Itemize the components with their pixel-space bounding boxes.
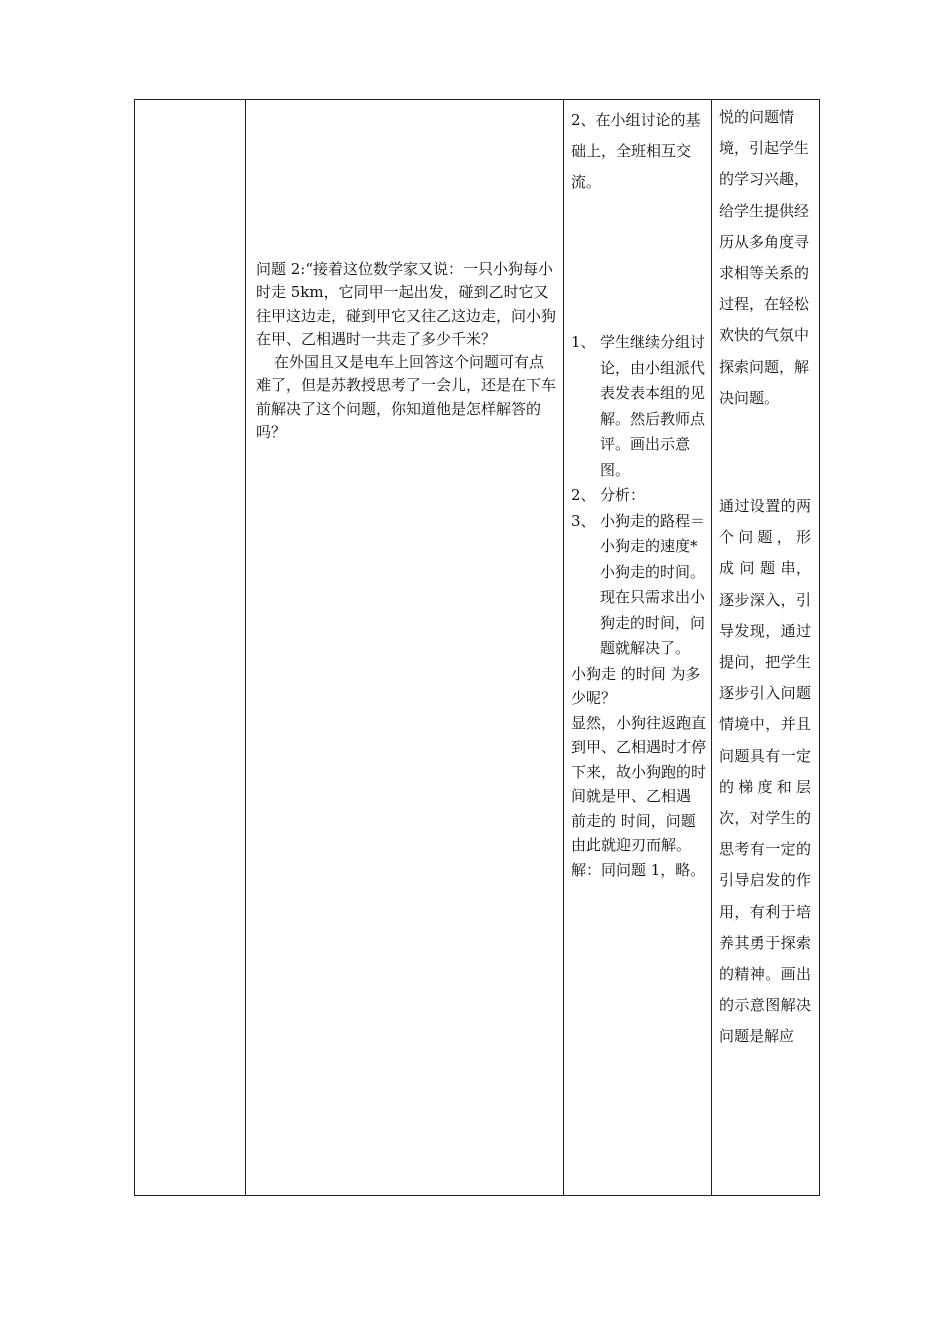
- question-2-text: 问题 2:“接着这位数学家又说：一只小狗每小时走 5km，它同甲一起出发，碰到乙时它又往甲这边走，碰到甲它又往乙这边走，问小狗在甲、乙相遇时一共走了多少千米？: [256, 260, 557, 348]
- steps-list: [571, 330, 709, 662]
- student-activity-block: [571, 105, 709, 882]
- step-text: 小狗走的路程＝小狗走的速度*小狗走的时间。现在只需求出小狗走的时间，问题就解决了。: [600, 511, 706, 657]
- step-number: 3、: [571, 511, 596, 530]
- discussion-intro: 2、在小组讨论的基础上，全班相互交流。: [571, 111, 701, 191]
- teacher-activity-cell: [246, 100, 564, 1196]
- design-intent-block: [719, 102, 811, 1053]
- list-item: [571, 330, 709, 483]
- design-intent-part1: 悦的问题情境，引起学生的学习兴趣，给学生提供经历从多角度寻求相等关系的过程，在轻松欢快的气氛中探索问题，解决问题。: [719, 108, 810, 407]
- step-number: 1、: [571, 333, 596, 351]
- list-item: [571, 509, 709, 662]
- question-2-block: [256, 258, 556, 444]
- solution-text: 解：同问题 1，略。: [571, 860, 706, 879]
- explanation-text: 显然，小狗往返跑直到甲、乙相遇时才停下来，故小狗跑的时间就是甲、乙相遇 前走的 时间，问题由此就迎刃而解。: [571, 713, 707, 854]
- stage-cell: [135, 100, 246, 1196]
- design-intent-cell: [712, 100, 820, 1196]
- student-activity-cell: [564, 100, 712, 1196]
- table-row: [135, 100, 820, 1196]
- step-text: 学生继续分组讨论，由小组派代表发表本组的见解。然后教师点评。画出示意图。: [600, 333, 706, 479]
- list-item: [571, 483, 709, 509]
- step-number: 2、: [571, 486, 596, 504]
- design-intent-part2: 通过设置的两个问题，形 成 问 题 串，逐步深入，引导发现，通过提问，把学生逐步引入问题情境中，并且问题具有一定的梯度和层次，对学生的思考有一定的引导启发的作用，有利于培养其勇于探索的精神。画出的示意图解决问题是解应: [719, 497, 811, 1046]
- lesson-plan-table: [134, 99, 820, 1196]
- question-2-context: 在外国且又是电车上回答这个问题可有点难了，但是苏教授思考了一会儿，还是在下车前解决了这个问题，你知道他是怎样解答的吗？: [256, 353, 557, 442]
- step-text: 分析：: [600, 486, 646, 504]
- time-question: 小狗走 的时间 为多少呢？: [571, 664, 701, 707]
